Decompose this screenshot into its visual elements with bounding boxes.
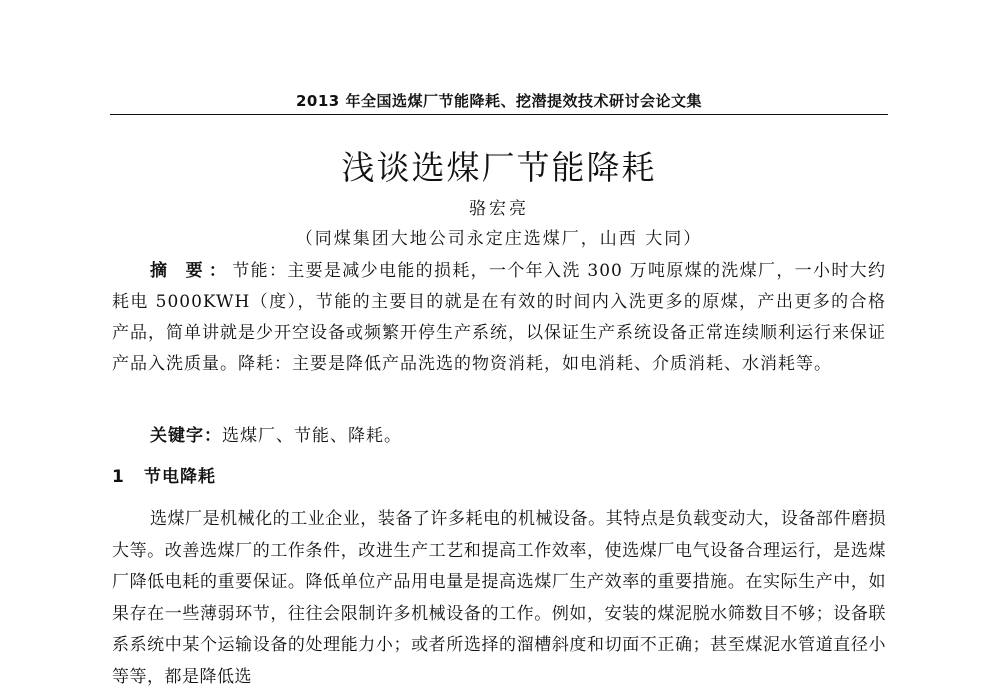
abstract-text: 节能：主要是减少电能的损耗，一个年入洗 300 万吨原煤的洗煤厂，一小时大约耗电 5000KWH（度），节能的主要目的就是在有效的时间内入洗更多的原煤，产出更多的合格产品，简单讲就是少开空设备或频繁开停生产系统，以保证生产系统设备正常连续顺利运行来保证产品入洗质量。降耗：主要是降低产品洗选的物资消耗，如电消耗、介质消耗、水消耗等。	[112, 261, 886, 374]
section-title: 节电降耗	[144, 467, 216, 487]
section-heading	[112, 462, 216, 487]
author-affiliation: （同煤集团大地公司永定庄选煤厂，山西 大同）	[295, 229, 703, 249]
keywords-text: 选煤厂、节能、降耗。	[222, 426, 402, 446]
abstract	[112, 256, 886, 380]
keywords	[150, 421, 888, 446]
header-rule	[110, 114, 888, 115]
running-head: 2013 年全国选煤厂节能降耗、挖潜提效技术研讨会论文集	[296, 92, 702, 110]
abstract-label: 摘 要：	[150, 261, 233, 281]
author-name: 骆宏亮	[469, 199, 529, 219]
keywords-label: 关键字：	[150, 426, 222, 446]
section-number: 1	[112, 467, 125, 487]
body-paragraph: 选煤厂是机械化的工业企业，装备了许多耗电的机械设备。其特点是负载变动大，设备部件磨损大等。改善选煤厂的工作条件，改进生产工艺和提高工作效率，使选煤厂电气设备合理运行，是选煤厂降低电耗的重要保证。降低单位产品用电量是提高选煤厂生产效率的重要措施。在实际生产中，如果存在一些薄弱环节，往往会限制许多机械设备的工作。例如，安装的煤泥脱水筛数目不够；设备联系系统中某个运输设备的处理能力小；或者所选择的溜槽斜度和切面不正确；甚至煤泥水管道直径小等等，都是降低选	[112, 509, 886, 687]
paper-title: 浅谈选煤厂节能降耗	[341, 148, 657, 187]
